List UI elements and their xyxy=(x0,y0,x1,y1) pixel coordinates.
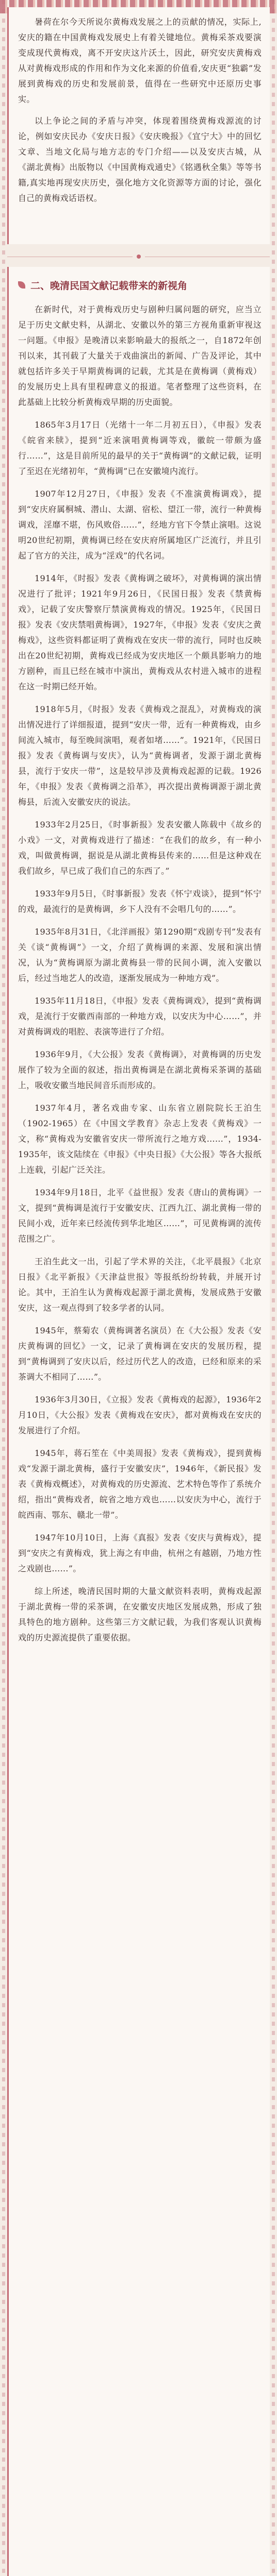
body-paragraph: 1914年，《时报》发表《黄梅调之破坏》，对黄梅调的演出情况进行了批评；1921年9月26日，《民国日报》发表《禁黄梅戏》，记载了安庆警察厅禁演黄梅戏的情况。1925年，《民国日报》发表《安庆禁唱黄梅调》，1927年，《申报》发表《安庆之黄梅戏》，这些资料都证明了黄梅戏在安庆一带的流行，同时也反映出在20世纪初期，黄梅戏已经成为安庆地区一个颇具影响力的地方剧种，而且已经在城市中演出，黄梅戏从农村进入城市的进程在这一时期已经开始。 xyxy=(18,573,262,691)
body-paragraph: 1933年9月5日，《时事新报》发表《怀宁戏谈》，提到“怀宁的戏，最流行的是黄梅调，乡下人没有不会唱几句的……”。 xyxy=(18,889,262,914)
body-paragraph: 王泊生此文一出，引起了学术界的关注，《北平晨报》《北京日报》《北平新报》《天津益世报》等报纸纷纷转载，并展开讨论。其中，王泊生认为黄梅戏起源于湖北黄梅，发展成熟于安徽安庆，这一观点得到了较多学者的认同。 xyxy=(18,1257,262,1313)
intro-card xyxy=(7,7,270,244)
section-header xyxy=(18,278,262,294)
body-paragraph: 1935年11月18日，《申报》发表《黄梅调戏》，提到“黄梅调戏，是流行于安徽西南部的一种地方戏，以安庆为中心……”，并对黄梅调戏的唱腔、表演等进行了介绍。 xyxy=(18,996,262,1037)
side-decoration-left xyxy=(2,0,5,2576)
section-title: 二、晚清民国文献记载带来的新视角 xyxy=(30,280,188,292)
leaf-icon xyxy=(18,281,25,289)
body-paragraph: 1936年9月，《大公报》发表《黄梅调》，对黄梅调的历史发展作了较为全面的叙述，指出黄梅调是在湖北黄梅采茶调的基础上，吸收安徽当地民间音乐而形成的。 xyxy=(18,1049,262,1090)
section-divider xyxy=(7,251,270,262)
intro-paragraph: 以上争论之间的矛盾与冲突，体现着围绕黄梅戏源流的讨论，例如安庆民办《安庆日报》《安庆晚报》《宜宁大》中的回忆文章、当地文化局与地方志的专门介绍——以及安庆古城，从《湖北黄梅》出版物以《中国黄梅戏通史》《铭遇秋全集》等等书籍,真实地再现安庆历史，强化地方文化资源等方面的讨论，强化自己的黄梅戏话语权。 xyxy=(18,116,262,203)
body-paragraph: 1936年3月30日，《立报》发表《黄梅戏的起源》，1936年2月10日，《大公报》发表《黄梅戏在安庆》，都对黄梅戏在安庆的发展进行了介绍。 xyxy=(18,1395,262,1435)
body-paragraph: 1945年，蒋石笙在《中美周报》发表《黄梅戏》，提到黄梅戏“发源于湖北黄梅，盛行于安徽安庆”，1946年，《新民报》发表《黄梅戏概述》，对黄梅戏的历史源流、艺术特色等作了系统介绍，指出“黄梅戏者，皖省之地方戏也……以安庆为中心，流行于皖西南、鄂东、赣北一带”。 xyxy=(18,1448,262,1520)
body-paragraph: 1933年2月25日，《时事新报》发表安徽人陈载中《故乡的小戏》一文，对黄梅戏进行了描述：“在我们的故乡，有一种小戏，叫做黄梅调，据说是从湖北黄梅县传来的……但是这种戏在我们故乡，早已成了我们自己的东西了。” xyxy=(18,820,262,876)
body-paragraph: 1865年3月17日（光绪十一年二月初五日），《申报》发表《皖省来牍》，提到“近来演唱黄梅调等戏，徽皖一带颇为盛行……”，这是目前所见的最早的关于“黄梅调”的文献记载，证明了至迟在光绪初年，“黄梅调”已在安徽境内流行。 xyxy=(18,420,262,476)
divider-dot xyxy=(137,255,141,259)
body-paragraph: 1947年10月10日，上海《真报》发表《安庆与黄梅戏》，提到“安庆之有黄梅戏，犹上海之有申曲，杭州之有越剧，乃地方性之戏剧也……”。 xyxy=(18,1533,262,1573)
body-paragraph: 1935年8月31日，《北洋画报》第1290期“戏剧专刊”发表有关《谈“黄梅调”》一文，介绍了黄梅调的来源、发展和演出情况，认为“黄梅调原为湖北黄梅县一带的民间小调，流入安徽以后，经过当地艺人的改造，逐渐发展成为一种地方戏”。 xyxy=(18,927,262,983)
body-paragraph: 综上所述，晚清民国时期的大量文献资料表明，黄梅戏起源于湖北黄梅一带的采茶调，在安徽安庆地区发展成熟，形成了独具特色的地方剧种。这些第三方文献记载，为我们客观认识黄梅戏的历史源流提供了重要依据。 xyxy=(18,1586,262,1642)
body-paragraph: 1934年9月18日，北平《益世报》发表《唐山的黄梅调》一文，提到“黄梅调是流行于安徽安庆、江西九江、湖北黄梅一带的民间小戏，近年来已经流传到华北地区……”，可见黄梅调的流传范围之广。 xyxy=(18,1188,262,1244)
section-2-card xyxy=(7,267,270,2576)
body-paragraph: 1918年5月，《时报》发表《黄梅戏之混乱》，对黄梅戏的演出情况进行了详细报道，提到“安庆一带，近有一种黄梅戏，由乡间流入城市，每至晚间演唱，观者如堵……”。1921年，《民国日报》发表《黄梅调与安庆》，认为“黄梅调者，发源于湖北黄梅县，流行于安庆一带”，这是较早涉及黄梅戏起源的记载。1926年，《申报》发表《黄梅调之沿革》，再次提出黄梅调源于湖北黄梅县，后流入安徽安庆的说法。 xyxy=(18,704,262,807)
body-paragraph: 在新时代，对于黄梅戏历史与剧种归属问题的研究，应当立足于历史文献史料，从湖北、安徽以外的第三方视角重新审视这一问题。《申报》是晚清以来影响最大的报纸之一，自1872年创刊以来，其刊载了大量关于戏曲演出的新闻、广告及评论，其中就包括许多关于早期黄梅调的记载，尤其是在黄梅调（黄梅戏）的发展历史上具有里程碑意义的报道。笔者整理了这些资料，在此基础上比较分析黄梅戏早期的历史面貌。 xyxy=(18,304,262,407)
intro-paragraph: 暑荷在尔今天所说尔黄梅戏发展之上的贡献的情况，实际上,安庆的籍在中国黄梅戏发展史上有着关键地位。黄梅采茶戏要演变成现代黄梅戏，离不开安庆这片沃土，因此，研究安庆黄梅戏从对黄梅戏形成的作用和作为文化来源的价值看,安庆更“独霸”发展到黄梅戏的历史和发展前景，值得在一些研究中还原历史事实。 xyxy=(18,17,262,104)
body-paragraph: 1945年，蔡菊农（黄梅调著名演员）在《大公报》发表《安庆黄梅调的回忆》一文，记录了黄梅调在安庆的发展历程，提到“黄梅调到了安庆以后，经过历代艺人的改造，已经和原来的采茶调大不相同了……”。 xyxy=(18,1326,262,1382)
body-paragraph: 1907年12月27日，《申报》发表《不准演黄梅调戏》，提到“安庆府属桐城、潜山、太湖、宿松、望江一带，流行一种黄梅调戏，淫靡不堪，伤风败俗……”，经地方官下令禁止演唱。这说明20世纪初期，黄梅调已经在安庆府所属地区广泛流行，并且引起了官方的关注，成为“淫戏”的代名词。 xyxy=(18,489,262,561)
body-paragraph: 1937年4月，著名戏曲专家、山东省立剧院院长王泊生（1902-1965）在《中国文学教育》杂志上发表《黄梅戏》一文，称“黄梅戏为安徽省安庆一带所流行之地方戏……”，1934-1935年，该文陆续在《申报》《中央日报》《大公报》等各大报纸上连载，引起广泛关注。 xyxy=(18,1103,262,1175)
side-decoration-right xyxy=(272,0,275,2576)
